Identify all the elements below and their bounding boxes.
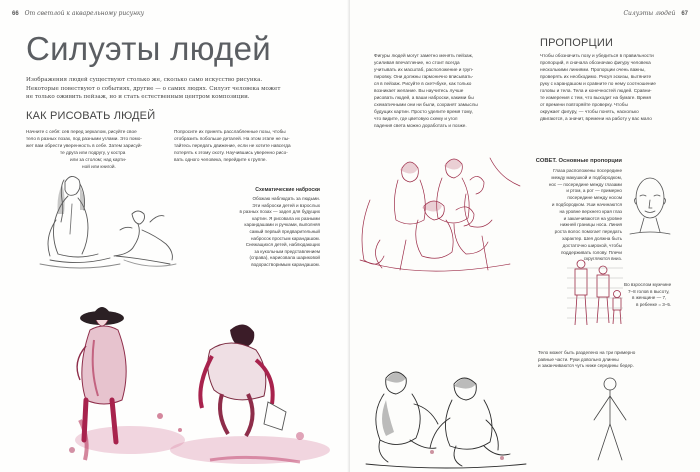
body-line: потерять к этому охоту. Научившись уверенно рисо-	[174, 150, 288, 155]
note-line: в ребенке = 3–5.	[636, 301, 672, 307]
tip-line: поддерживать голову. Плечи	[560, 249, 622, 255]
note-line: равные части. Руки довольно длинны	[538, 356, 619, 362]
caption-line: Эти наброски детей и взрослых	[252, 202, 320, 208]
body-line: что видите, где цветовую схему и угол	[374, 116, 458, 121]
tip-line: между макушкой и подбородком,	[551, 174, 622, 180]
body-line: руку с карандашом и сравните по нему соотношение	[540, 81, 656, 86]
body-line: Попросите их принять расслабленные позы, чтобы	[174, 129, 286, 134]
body-line: ся в пейзаж. Рисуйте в скетчбуке, как только	[374, 81, 472, 86]
tip-line: нос — посередине между глазами	[548, 181, 622, 187]
body-thirds-note	[538, 350, 678, 370]
tip-line: на уровне верхнего края глаз	[559, 208, 622, 214]
body-line: тайтесь передать движение, если не хотите навсегда	[174, 143, 291, 148]
ink-sketch-children-playing	[356, 360, 526, 472]
caption-line: (справа), нарисовала шариковой	[249, 255, 320, 261]
tip-line: достаточно широкой, чтобы	[562, 242, 622, 248]
note-line: и заканчиваются чуть ниже середины бедер.	[538, 363, 634, 369]
tip-line: и подбородком. Уши начинаются	[551, 201, 622, 207]
body-line: или за столом; над карти-	[70, 157, 127, 162]
tip-line: роста волос помогает передать	[554, 229, 622, 235]
adult-proportion-note	[624, 282, 700, 308]
tip-line: нижней границы носа. Линия	[560, 222, 622, 228]
caption-line: Обожаю наблюдать за людьми.	[252, 196, 320, 201]
tip-line: и ртом, а рот — примерно	[566, 188, 622, 194]
tip-line: характер. Шея должна быть	[562, 235, 622, 241]
tip-line: скругляются вниз.	[583, 256, 622, 262]
body-thirds-diagram	[580, 376, 640, 466]
caption-line: за кукольным представлением	[254, 248, 320, 254]
body-line: отобразить побольше деталей. На этом этапе не пы-	[174, 136, 290, 141]
body-line: двигаются, а значит, времени на работу у вас мало	[540, 116, 652, 121]
body-line: Начните с себя: сев перед зеркалом, рисуйте свое	[26, 129, 137, 134]
sidebar-heading: Схематические наброски	[255, 187, 320, 193]
tip-line: посередине между носом	[567, 195, 622, 201]
body-line: ной или книгой.	[82, 164, 116, 169]
note-line: в женщине — 7,	[632, 295, 667, 301]
body-line: окружает фигуру, — чтобы понять, насколько	[540, 109, 639, 114]
caption-line: водорастворимым карандашом.	[251, 261, 320, 267]
body-line: возникает желание. Вы научитесь лучше	[374, 88, 464, 93]
left-running-title: От светлой к акварельному рисунку	[24, 10, 145, 17]
column-2-text	[174, 128, 324, 163]
lead-paragraph	[26, 76, 326, 102]
tip-heading: СОВЕТ. Основные пропорции	[535, 158, 622, 164]
body-line: те измерения с тем, что выходит на бумаге. Время	[540, 95, 652, 100]
caption-line: картин. Я рисовала их разными	[252, 215, 320, 221]
body-line: головы и тела. Тела и конечностей людей. Сравни-	[540, 88, 652, 93]
tip-line: и заканчиваются на уровне	[563, 215, 622, 221]
body-line: жет вам обрести уверенность в себе. Затем зарисуй-	[26, 143, 143, 148]
note-line: Тело может быть разделено на три примерно	[538, 350, 636, 355]
right-page	[350, 0, 700, 472]
section-heading-how-to-draw: КАК РИСОВАТЬ ЛЮДЕЙ	[26, 110, 156, 122]
body-line: вать одного человека, перейдите к группе.	[174, 157, 267, 162]
note-line: 7–8 голов в высоту,	[628, 288, 670, 294]
watercolor-children-beach	[60, 290, 350, 472]
left-page-number: 66	[12, 11, 19, 17]
body-line: рисовать людей, а ваши наброски, какими бы	[374, 95, 474, 100]
proportions-paragraph	[540, 52, 690, 122]
body-line: падения света можно доработать и позже.	[374, 123, 467, 128]
body-line: учитывать их масштаб, расположение и груп-	[374, 67, 474, 72]
body-line: Чтобы обозначить позу и убедиться в правильности	[540, 53, 654, 58]
figure-heights-diagram	[565, 258, 625, 330]
body-line: проверять их необходимо. Рисуя эскизы, вытяните	[540, 74, 652, 79]
tip-text	[494, 168, 622, 263]
lead-line: Изображения людей существуют столько же, сколько само искусство рисунка.	[26, 77, 263, 83]
pencil-sketch-sitting-figures	[20, 160, 190, 280]
body-line: от времени повторяйте проверку. Чтобы	[540, 102, 628, 107]
lead-line: не только оживить пейзаж, но и стать естественным центром композиции.	[26, 94, 250, 100]
body-line: тело в разных позах, под разными углами. Это помо-	[26, 136, 142, 141]
lead-line: Некоторые повествуют о событиях, другие — о самих людях. Силуэт человека может	[26, 85, 281, 92]
section-heading-proportions: ПРОПОРЦИИ	[540, 37, 614, 49]
sidebar-caption	[190, 196, 320, 269]
face-proportion-diagram	[626, 170, 676, 240]
body-line: пировку. Они должны гармонично вписывать-	[374, 74, 474, 79]
intro-paragraph	[374, 52, 524, 129]
right-page-number: 67	[681, 11, 688, 17]
body-line: Фигуры людей могут заметно менять пейзаж,	[374, 53, 474, 58]
caption-line: в разных позах — задел для будущих	[239, 209, 320, 215]
caption-line: Снежащихся детей, наблюдающих	[245, 242, 320, 248]
left-running-head	[12, 10, 144, 17]
caption-line: самый первый предварительный	[249, 228, 320, 234]
body-line: схематичными они ни были, сохранят замыслы	[374, 102, 478, 107]
right-running-head	[623, 10, 688, 17]
body-line: те друга или подругу, у костра	[60, 150, 126, 155]
page-title: Силуэты людей	[26, 30, 271, 67]
note-line: Во взрослом мужчине	[624, 282, 672, 287]
body-line: пропорций, я сначала обозначаю фигуру человека	[540, 60, 651, 65]
body-line: будущих картин. Просто уделите время тому,	[374, 109, 473, 114]
caption-line: карандашами и ручками, выполняя	[244, 222, 320, 228]
tip-line: Глаза расположены посередине	[553, 168, 622, 173]
body-line: несколькими линиями. Пропорции очень важны,	[540, 67, 646, 72]
body-line: усиливая впечатление, но стоит всегда	[374, 60, 460, 65]
caption-line: набросок простым карандашом.	[251, 235, 320, 241]
right-running-title: Силуэты людей	[623, 10, 676, 17]
